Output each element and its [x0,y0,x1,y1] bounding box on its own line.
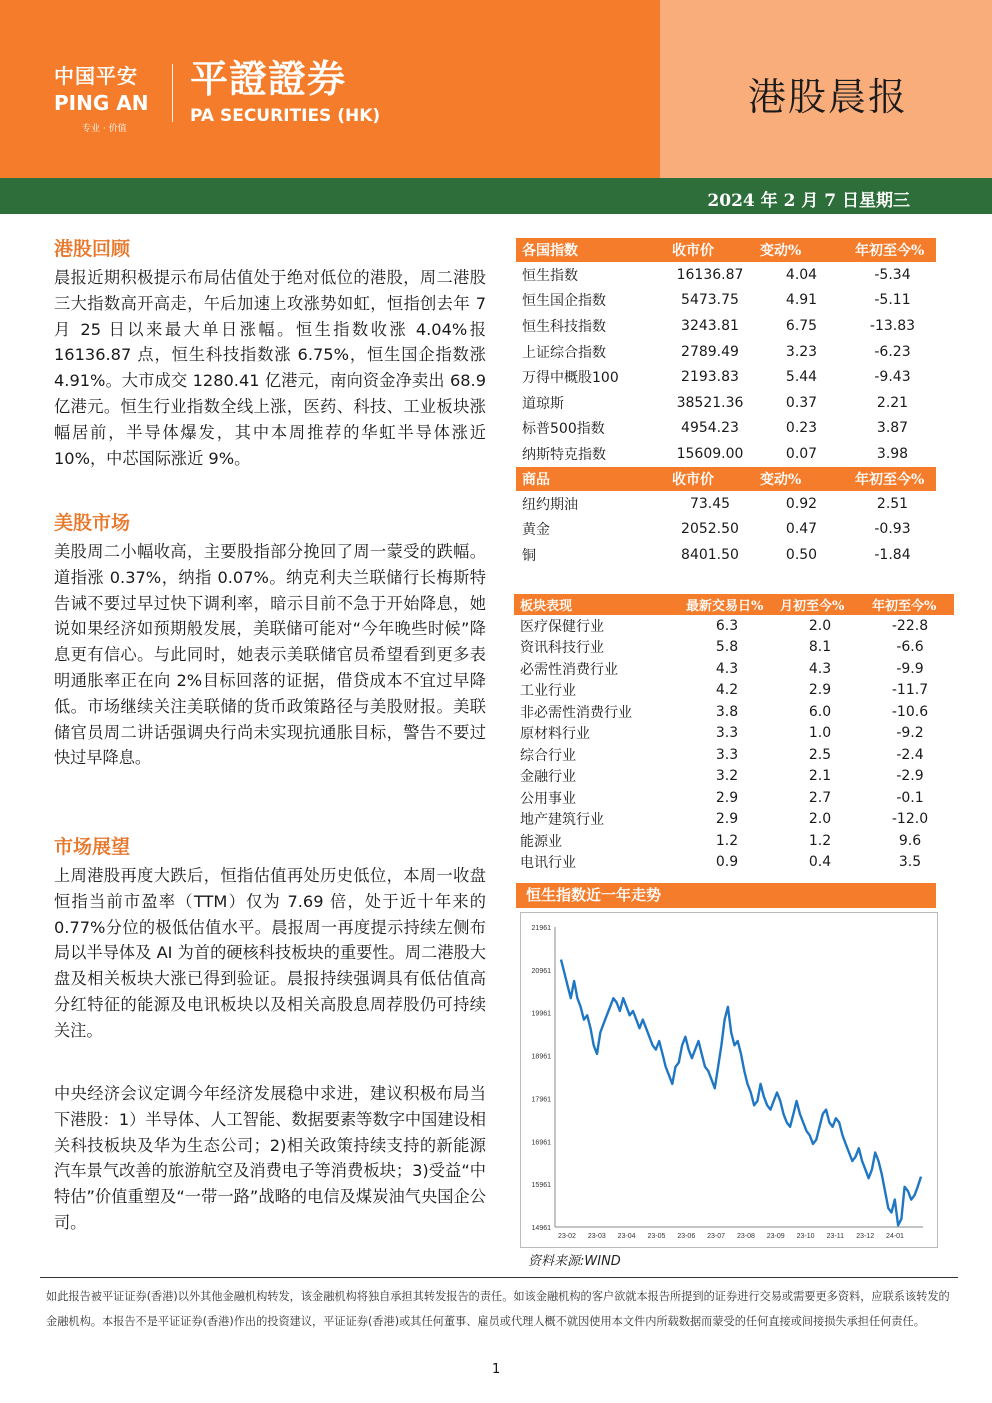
table-row [516,441,936,467]
row-value: 3.2 [715,768,739,785]
row-label: 金融行业 [520,769,576,786]
table-header: 年初至今% [849,238,936,262]
row-value: 2.7 [808,789,832,806]
row-value: -1.84 [874,546,911,563]
row-value: 1.0 [808,725,832,742]
row-label: 上证综合指数 [522,344,606,361]
y-tick-label: 18961 [531,1053,551,1061]
row-value: 2789.49 [681,343,739,360]
x-tick-label: 23-09 [766,1233,785,1240]
section-text: 中央经济会议定调今年经济发展稳中求进，建议积极布局当下港股：1）半导体、人工智能、数据要素等数字中国建设相关科技板块及华为生态公司；2)相关政策持续支持的新能源汽车景气改善的旅游航空及消费电子等消费板块；3)受益“中特估”价值重塑及“一带一路”战略的电信及煤炭油气央国企公司。 [54,1084,486,1232]
row-value: 3.8 [715,703,739,720]
row-value: 5.8 [715,639,739,656]
row-label: 必需性消费行业 [520,661,618,678]
row-value: -9.9 [896,660,924,677]
table-header: 变动% [754,467,849,491]
hsi-series-line [561,960,921,1226]
section-outlook [54,832,486,1044]
x-tick-label: 23-12 [856,1233,875,1240]
y-tick-label: 21961 [531,925,551,932]
row-value: 2193.83 [681,369,739,386]
row-value: 2.0 [808,811,832,828]
table-header: 收市价 [666,238,754,262]
table-row [514,766,954,788]
row-label: 公用事业 [520,790,576,807]
row-label: 铜 [522,547,536,564]
row-value: 0.07 [785,445,818,462]
row-value: 4.91 [785,292,818,309]
sec-logo-en: PA SECURITIES (HK) [190,106,381,126]
table-row [516,491,936,517]
section-title: 市场展望 [54,836,131,858]
row-value: 2.9 [808,682,832,699]
sec-logo-cn: 平證證券 [190,57,347,101]
row-value: 6.3 [715,617,739,634]
index-table-body [516,262,936,467]
row-value: -9.2 [896,725,924,742]
table-header: 各国指数 [516,238,666,262]
row-value: 0.92 [785,495,818,512]
row-value: -2.9 [896,768,924,785]
row-value: 0.23 [785,420,818,437]
table-header: 月初至今% [774,594,866,615]
table-row [514,852,954,874]
x-tick-label: 23-04 [617,1233,636,1240]
y-tick-label: 16961 [531,1139,551,1147]
row-value: 16136.87 [676,266,744,283]
section-outlook-2 [54,1081,486,1236]
section-us-market [54,508,486,771]
table-row [514,658,954,680]
table-row [514,809,954,831]
report-title: 港股晨报 [748,75,909,119]
table-header: 年初至今% [866,594,954,615]
row-value: 1.2 [808,832,832,849]
table-row [516,313,936,339]
table-header-row [516,467,936,491]
row-label: 医疗保健行业 [520,618,604,635]
commodity-table-body [516,491,936,568]
x-tick-label: 23-03 [587,1233,606,1240]
logo-cn-text: 中国平安 [54,64,138,88]
table-row [516,339,936,365]
y-tick-label: 14961 [531,1225,551,1232]
table-header: 商品 [516,467,666,491]
row-label: 道琼斯 [522,395,564,412]
table-header-row [516,238,936,262]
section-hk-review [54,234,486,471]
x-tick-label: 23-06 [677,1233,696,1240]
row-value: 0.37 [785,394,818,411]
row-label: 原材料行业 [520,726,590,743]
sector-table-body [514,615,954,873]
row-label: 综合行业 [520,747,576,764]
row-value: 0.9 [715,854,739,871]
row-value: -11.7 [891,682,929,699]
row-label: 恒生指数 [522,267,578,284]
row-value: 9.6 [898,832,922,849]
footer-disclaimer: 如此报告被平证证券(香港)以外其他金融机构转发，该金融机构将独自承担其转发报告的责任。如该金融机构的客户欲就本报告所提到的证券进行交易或需要更多资料，应联系该转发的金融机构。本报告不是平证证券(香港)作出的投资建议，平证证券(香港)或其任何董事、雇员或代理人概不就因使用本文件内所载数据而蒙受的任何直接或间接损失承担任何责任。 [46,1290,950,1328]
x-tick-label: 24-01 [886,1233,904,1240]
y-tick-label: 19961 [531,1010,551,1018]
y-tick-label: 15961 [531,1182,551,1190]
report-date: 2024 年 2 月 7 日星期三 [707,191,910,211]
row-label: 恒生国企指数 [522,293,606,310]
row-value: -9.43 [874,369,911,386]
x-tick-label: 23-10 [796,1233,815,1240]
row-value: 73.45 [689,495,731,512]
row-value: 0.4 [808,854,832,871]
table-row [516,416,936,442]
table-header: 年初至今% [849,467,936,491]
row-label: 工业行业 [520,683,576,700]
pingan-logo [54,60,148,134]
row-value: -0.93 [874,521,911,538]
x-tick-label: 23-02 [558,1233,576,1240]
table-header: 变动% [754,238,849,262]
table-row [516,516,936,542]
hsi-chart-frame [520,912,938,1248]
section-text: 美股周二小幅收高，主要股指部分挽回了周一蒙受的跌幅。道指涨 0.37%，纳指 0.07%。纳克利夫兰联储行长梅斯特告诫不要过早过快下调利率，暗示目前不急于开始降息，她说如果经济如预期般发展，美联储可能对“今年晚些时候”降息更有信心。与此同时，她表示美联储官员希望看到更多表明通胀率正在向 2%目标回落的证据，借贷成本不宜过早降低。市场继续关注美联储的货币政策路径与美股财报。美联储官员周二讲话强调央行尚未实现抗通胀目标，警告不要过快过早降息。 [54,542,486,768]
row-value: 2.51 [876,495,909,512]
logo-en-text: PING AN [54,91,149,115]
row-value: -5.34 [874,266,911,283]
table-row [514,787,954,809]
x-tick-label: 23-11 [826,1233,845,1240]
x-tick-label: 23-08 [736,1233,755,1240]
row-value: 6.0 [808,703,832,720]
table-row [514,615,954,637]
row-label: 资讯科技行业 [520,640,604,657]
row-value: 2.5 [808,746,832,763]
row-value: -6.23 [874,343,911,360]
row-label: 恒生科技指数 [522,318,606,335]
row-value: -10.6 [891,703,929,720]
x-tick-label: 23-05 [647,1233,666,1240]
sector-table [514,594,954,873]
table-row [516,390,936,416]
row-label: 电讯行业 [520,855,576,872]
row-value: 3.3 [715,746,739,763]
row-value: 5.44 [785,369,818,386]
row-label: 能源业 [520,833,562,850]
row-value: 5473.75 [681,292,739,309]
row-label: 纳斯特克指数 [522,446,606,463]
page-number: 1 [492,1362,501,1377]
table-row [516,288,936,314]
row-value: 15609.00 [676,445,744,462]
row-value: 4954.23 [681,420,739,437]
table-header-row [514,594,954,615]
table-header: 板块表现 [514,594,680,615]
row-value: -13.83 [869,317,916,334]
row-value: 2.9 [715,789,739,806]
chart-source: 资料来源:WIND [528,1254,621,1269]
row-value: 3.98 [876,445,909,462]
row-value: 4.2 [715,682,739,699]
table-row [514,830,954,852]
row-value: 3243.81 [681,317,739,334]
section-title: 美股市场 [54,512,131,534]
row-value: 8401.50 [681,546,739,563]
logo-divider [172,64,173,122]
row-value: 8.1 [808,639,832,656]
row-value: 0.47 [785,521,818,538]
row-value: 2052.50 [681,521,739,538]
table-header: 收市价 [666,467,754,491]
row-value: 2.0 [808,617,832,634]
row-label: 标普500指数 [522,421,605,438]
table-row [516,542,936,568]
row-label: 非必需性消费行业 [520,704,632,721]
row-value: 2.21 [876,394,909,411]
row-value: 6.75 [785,317,818,334]
row-value: -6.6 [896,639,924,656]
row-value: 2.1 [808,768,832,785]
row-label: 黄金 [522,522,550,539]
row-value: 3.5 [898,854,922,871]
row-value: -12.0 [891,811,929,828]
row-value: -0.1 [896,789,924,806]
y-tick-label: 17961 [531,1096,551,1104]
table-row [514,744,954,766]
table-header: 最新交易日% [680,594,774,615]
row-value: 4.04 [785,266,818,283]
table-row [516,364,936,390]
row-value: 2.9 [715,811,739,828]
chart-title: 恒生指数近一年走势 [516,883,936,908]
section-text: 晨报近期积极提示布局估值处于绝对低位的港股，周二港股三大指数高开高走，午后加速上攻涨势如虹，恒指创去年 7 月 25 日以来最大单日涨幅。恒生指数收涨 4.04%报 16136.87 点，恒生科技指数涨 6.75%，恒生国企指数涨 4.91%。大市成交 1280.41 亿港元，南向资金净卖出 68.9 亿港元。恒生行业指数全线上涨，医药、科技、工业板块涨幅居前，半导体爆发，其中本周推荐的华虹半导体涨近 10%，中芯国际涨近 9%。 [54,268,486,468]
row-value: -2.4 [896,746,924,763]
section-text: 上周港股再度大跌后，恒指估值再处历史低位，本周一收盘恒指当前市盈率（TTM）仅为 7.69 倍，处于近十年来的 0.77%分位的极低估值水平。晨报周一再度提示持续左侧布局以半导体及 AI 为首的硬核科技板块的重要性。周二港股大盘及相关板块大涨已得到验证。晨报持续强调具有低估值高分红特征的能源及电讯板块以及相关高股息周荐股仍可持续关注。 [54,866,486,1040]
row-value: 3.23 [785,343,818,360]
hsi-line-chart [521,913,937,1247]
pa-securities-logo [190,58,380,126]
row-value: 4.3 [715,660,739,677]
row-label: 万得中概股100 [522,370,619,387]
row-value: 3.3 [715,725,739,742]
table-row [514,723,954,745]
row-value: 3.87 [876,420,909,437]
row-label: 地产建筑行业 [520,812,604,829]
table-row [514,701,954,723]
row-value: 4.3 [808,660,832,677]
section-title: 港股回顾 [54,238,131,260]
logo-slogan: 专业 · 价值 [82,124,127,134]
row-value: -22.8 [891,617,929,634]
table-row [516,262,936,288]
row-label: 纽约期油 [522,496,578,513]
footer-divider [40,1277,958,1278]
row-value: 1.2 [715,832,739,849]
table-row [514,637,954,659]
row-value: 0.50 [785,546,818,563]
row-value: -5.11 [874,292,911,309]
x-tick-label: 23-07 [707,1233,726,1240]
table-row [514,680,954,702]
row-value: 38521.36 [676,394,744,411]
index-table [516,238,936,568]
y-tick-label: 20961 [531,967,551,975]
